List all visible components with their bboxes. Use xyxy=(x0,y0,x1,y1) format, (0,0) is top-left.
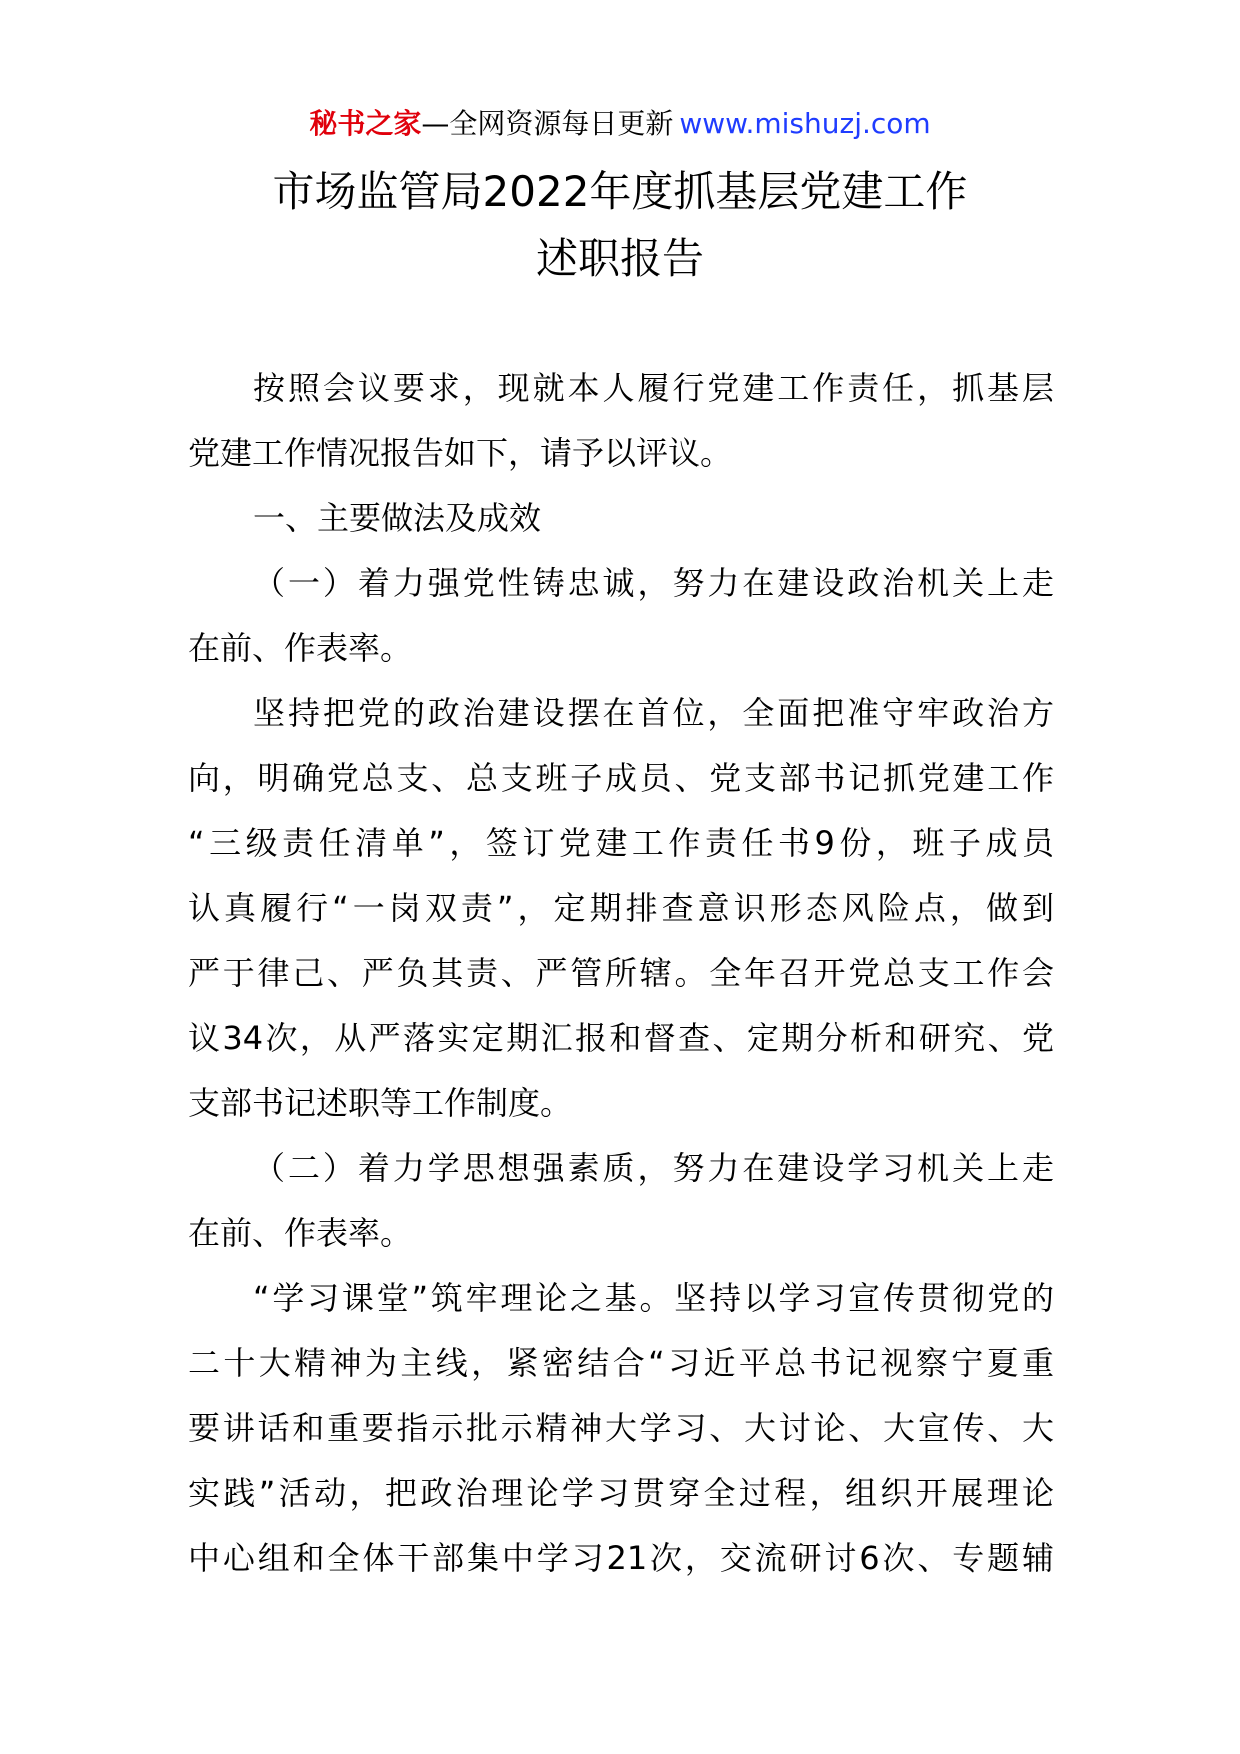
body-line: 二十大精神为主线，紧密结合“习近平总书记视察宁夏重 xyxy=(188,1344,1054,1382)
section-heading: 一、主要做法及成效 xyxy=(253,499,542,537)
body-line: 向，明确党总支、总支班子成员、党支部书记抓党建工作 xyxy=(188,759,1054,797)
body-line: 实践”活动，把政治理论学习贯穿全过程，组织开展理论 xyxy=(188,1474,1054,1512)
body-line: 认真履行“一岗双责”，定期排查意识形态风险点，做到 xyxy=(188,889,1054,927)
body-line: “三级责任清单”，签订党建工作责任书9份，班子成员 xyxy=(188,824,1054,862)
subsection-heading: （二）着力学思想强素质，努力在建设学习机关上走 xyxy=(253,1149,1054,1187)
subsection-heading: （一）着力强党性铸忠诚，努力在建设政治机关上走 xyxy=(253,564,1054,602)
body-line: “学习课堂”筑牢理论之基。坚持以学习宣传贯彻党的 xyxy=(253,1279,1054,1317)
document-title-line-1: 市场监管局2022年度抓基层党建工作 xyxy=(272,167,968,216)
watermark-brand: 秘书之家 xyxy=(309,107,422,140)
watermark-slogan: —全网资源每日更新 xyxy=(421,107,674,140)
document-body xyxy=(188,356,1054,1591)
subsection-heading: 在前、作表率。 xyxy=(188,1214,413,1252)
body-line: 严于律己、严负其责、严管所辖。全年召开党总支工作会 xyxy=(188,954,1054,992)
body-line: 坚持把党的政治建设摆在首位，全面把准守牢政治方 xyxy=(253,694,1054,732)
document-title-line-2: 述职报告 xyxy=(535,234,704,283)
subsection-heading: 在前、作表率。 xyxy=(188,629,413,667)
body-line: 支部书记述职等工作制度。 xyxy=(188,1084,573,1122)
body-line: 中心组和全体干部集中学习21次，交流研讨6次、专题辅 xyxy=(188,1539,1054,1577)
body-line: 党建工作情况报告如下，请予以评议。 xyxy=(188,434,733,472)
body-line: 议34次，从严落实定期汇报和督查、定期分析和研究、党 xyxy=(188,1019,1054,1057)
body-line: 按照会议要求，现就本人履行党建工作责任，抓基层 xyxy=(253,369,1054,407)
watermark-header xyxy=(0,102,1240,146)
body-line: 要讲话和重要指示批示精神大学习、大讨论、大宣传、大 xyxy=(188,1409,1054,1447)
watermark-url[interactable]: www.mishuzj.com xyxy=(679,107,931,140)
